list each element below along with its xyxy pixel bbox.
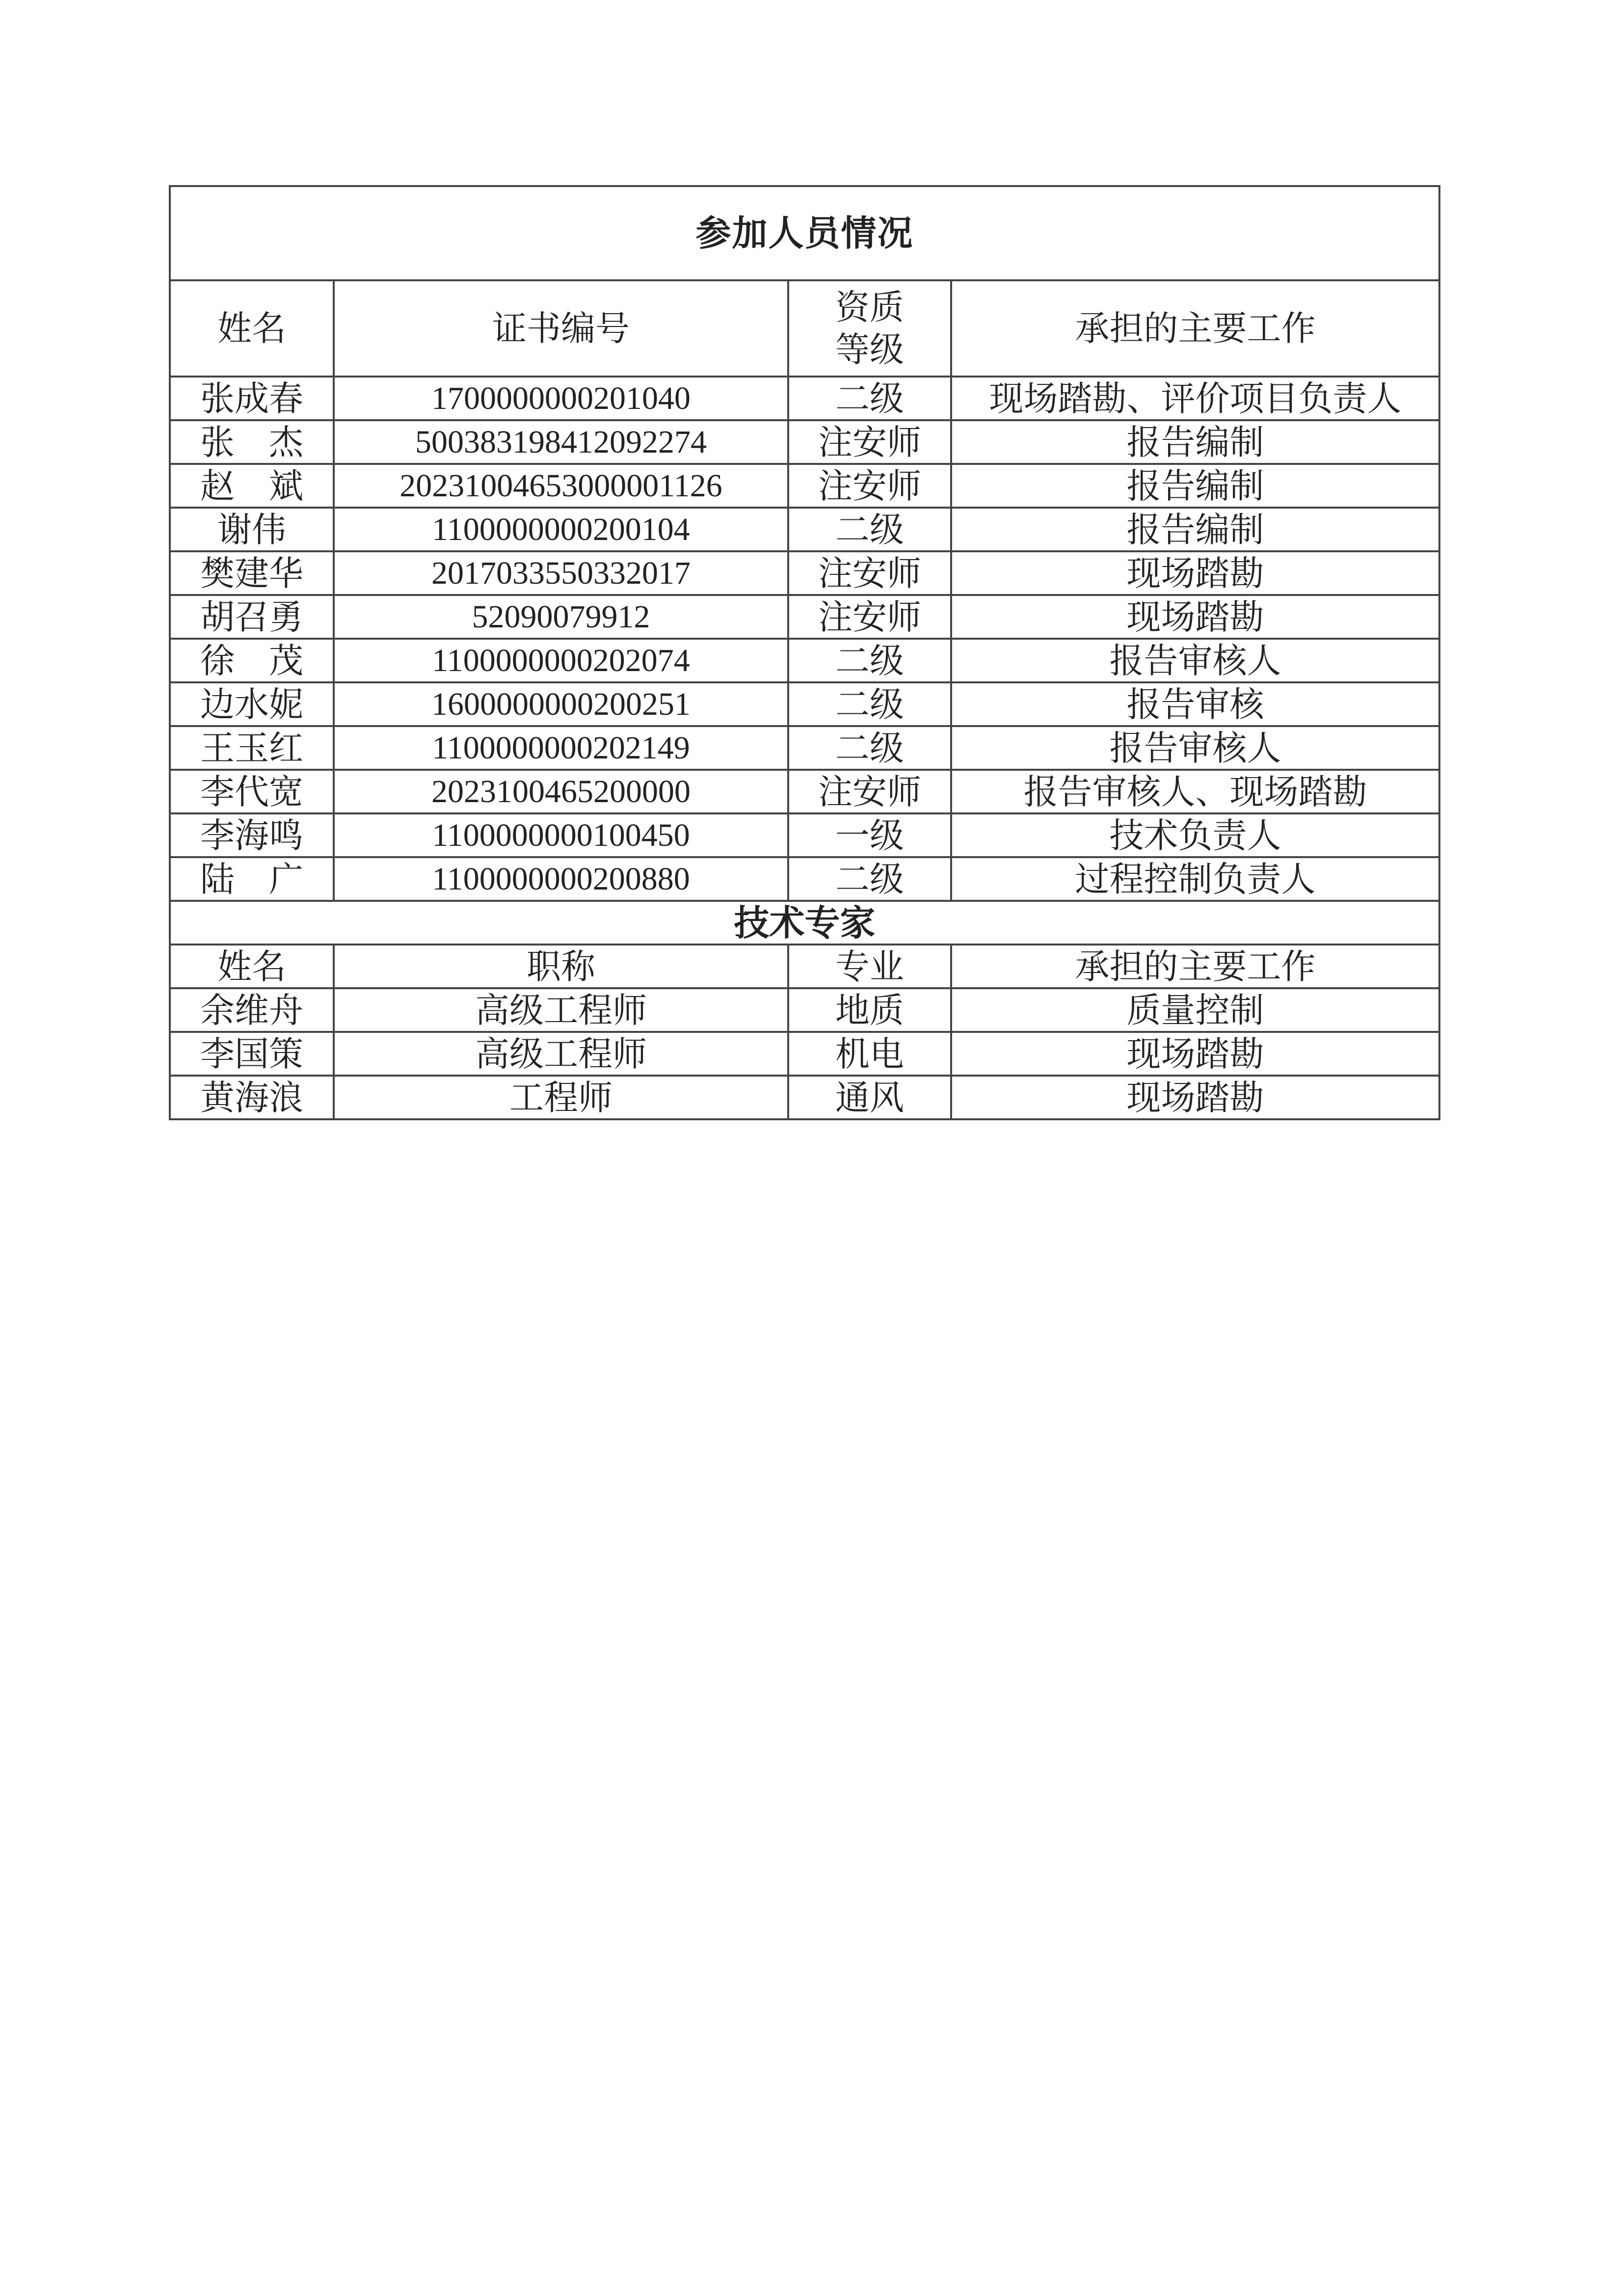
table-row (170, 508, 1439, 551)
experts-section-title: 技术专家 (170, 901, 1439, 945)
person-level: 二级 (788, 639, 951, 682)
person-cert: 1600000000200251 (334, 682, 788, 726)
person-cert: 500383198412092274 (334, 420, 788, 464)
header-cert: 证书编号 (334, 280, 788, 377)
person-cert: 2017033550332017 (334, 551, 788, 595)
person-name: 徐 茂 (170, 639, 334, 682)
person-name: 赵 斌 (170, 464, 334, 508)
expert-work: 质量控制 (951, 988, 1439, 1032)
header-qual-line2: 等级 (835, 329, 904, 370)
person-cert: 1100000000200880 (334, 857, 788, 901)
expert-major: 机电 (788, 1032, 951, 1076)
expert-name: 黄海浪 (170, 1076, 334, 1119)
personnel-table (169, 185, 1440, 1120)
expert-title: 高级工程师 (334, 1032, 788, 1076)
table-title: 参加人员情况 (170, 186, 1439, 280)
header-qual-line1: 资质 (835, 287, 904, 327)
person-level: 二级 (788, 377, 951, 420)
person-level: 注安师 (788, 420, 951, 464)
experts-header-row (170, 945, 1439, 988)
expert-header-work: 承担的主要工作 (951, 945, 1439, 988)
person-work: 现场踏勘 (951, 551, 1439, 595)
expert-title: 高级工程师 (334, 988, 788, 1032)
table-row (170, 1032, 1439, 1076)
table-row (170, 551, 1439, 595)
personnel-document (169, 185, 1438, 1120)
person-work: 报告编制 (951, 508, 1439, 551)
header-work: 承担的主要工作 (951, 280, 1439, 377)
person-cert: 1100000000202149 (334, 726, 788, 770)
person-cert: 1700000000201040 (334, 377, 788, 420)
person-name: 边水妮 (170, 682, 334, 726)
person-level: 二级 (788, 682, 951, 726)
person-name: 樊建华 (170, 551, 334, 595)
expert-work: 现场踏勘 (951, 1032, 1439, 1076)
person-work: 报告编制 (951, 420, 1439, 464)
person-name: 李海鸣 (170, 813, 334, 857)
person-level: 注安师 (788, 551, 951, 595)
expert-major: 通风 (788, 1076, 951, 1119)
person-work: 报告审核人 (951, 726, 1439, 770)
person-work: 现场踏勘 (951, 595, 1439, 639)
person-name: 胡召勇 (170, 595, 334, 639)
person-work: 技术负责人 (951, 813, 1439, 857)
person-cert: 1100000000202074 (334, 639, 788, 682)
header-name: 姓名 (170, 280, 334, 377)
table-row (170, 377, 1439, 420)
table-row (170, 770, 1439, 813)
table-row (170, 464, 1439, 508)
person-level: 二级 (788, 726, 951, 770)
expert-work: 现场踏勘 (951, 1076, 1439, 1119)
expert-name: 余维舟 (170, 988, 334, 1032)
expert-header-name: 姓名 (170, 945, 334, 988)
expert-header-major: 专业 (788, 945, 951, 988)
table-row (170, 1076, 1439, 1119)
table-row (170, 595, 1439, 639)
expert-name: 李国策 (170, 1032, 334, 1076)
person-cert: 1100000000200104 (334, 508, 788, 551)
person-work: 过程控制负责人 (951, 857, 1439, 901)
table-row (170, 682, 1439, 726)
person-name: 张成春 (170, 377, 334, 420)
person-cert: 2023100465200000 (334, 770, 788, 813)
person-name: 李代宽 (170, 770, 334, 813)
table-row (170, 420, 1439, 464)
person-work: 报告审核 (951, 682, 1439, 726)
table-row (170, 726, 1439, 770)
person-level: 二级 (788, 857, 951, 901)
person-work: 报告审核人 (951, 639, 1439, 682)
table-row (170, 639, 1439, 682)
expert-header-title: 职称 (334, 945, 788, 988)
person-name: 陆 广 (170, 857, 334, 901)
person-work: 现场踏勘、评价项目负责人 (951, 377, 1439, 420)
header-row (170, 280, 1439, 377)
person-level: 注安师 (788, 770, 951, 813)
person-cert: 1100000000100450 (334, 813, 788, 857)
person-name: 谢伟 (170, 508, 334, 551)
person-name: 张 杰 (170, 420, 334, 464)
person-work: 报告编制 (951, 464, 1439, 508)
person-level: 一级 (788, 813, 951, 857)
expert-major: 地质 (788, 988, 951, 1032)
person-level: 二级 (788, 508, 951, 551)
table-row (170, 813, 1439, 857)
person-cert: 20231004653000001126 (334, 464, 788, 508)
table-row (170, 857, 1439, 901)
person-level: 注安师 (788, 595, 951, 639)
person-name: 王玉红 (170, 726, 334, 770)
person-work: 报告审核人、现场踏勘 (951, 770, 1439, 813)
person-level: 注安师 (788, 464, 951, 508)
expert-title: 工程师 (334, 1076, 788, 1119)
table-row (170, 988, 1439, 1032)
header-qualification (788, 280, 951, 377)
person-cert: 52090079912 (334, 595, 788, 639)
